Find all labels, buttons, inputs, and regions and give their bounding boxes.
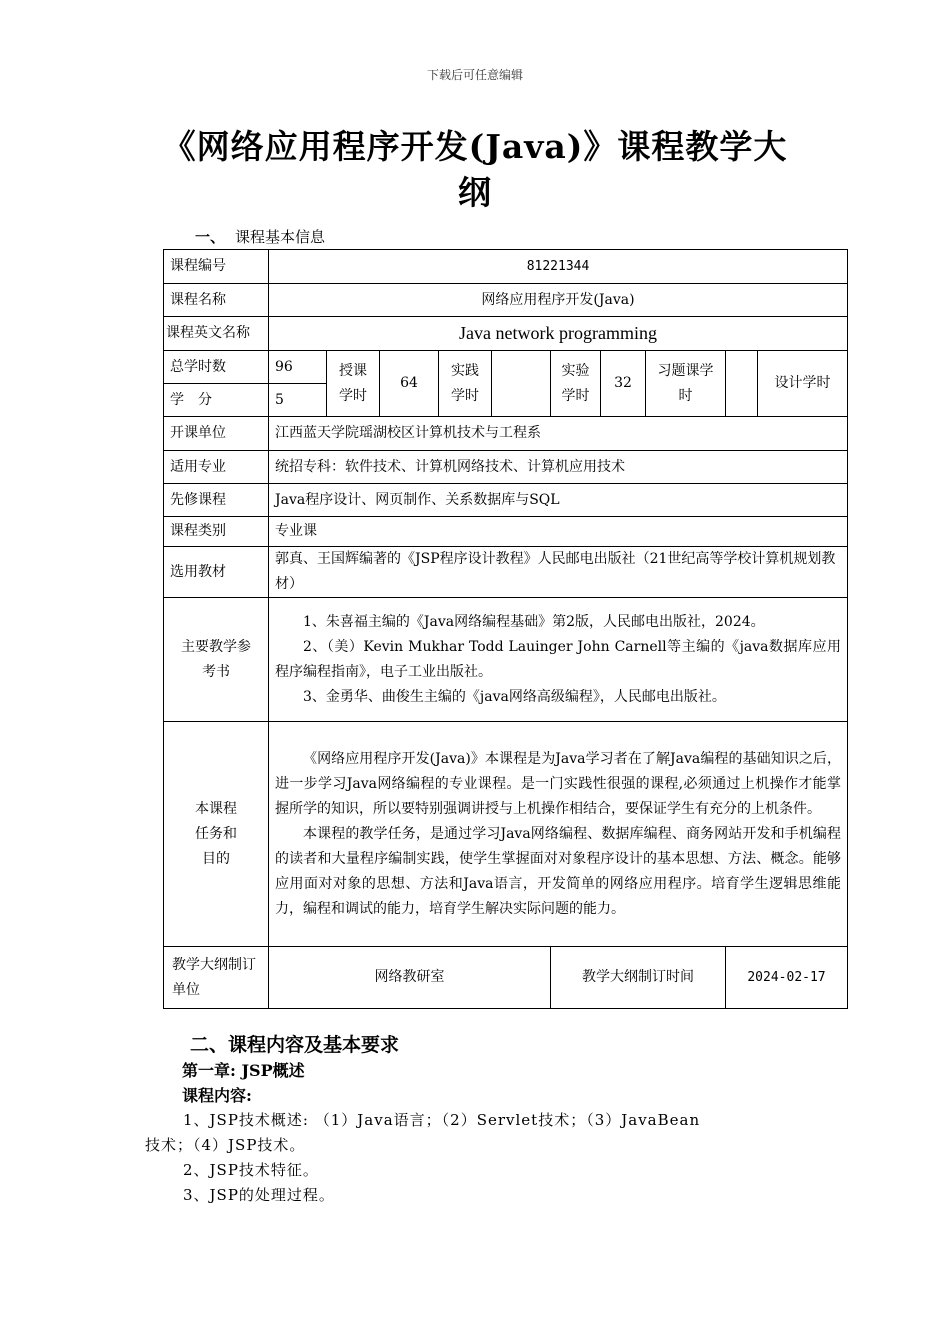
goal-cell xyxy=(269,722,848,947)
ref-item: 1、朱喜福主编的《Java网络编程基础》第2版，人民邮电出版社，2024。 xyxy=(303,613,765,630)
exercise-label: 习题课学 时 xyxy=(646,351,726,417)
lecture-value: 64 xyxy=(380,351,439,417)
lab-value: 32 xyxy=(601,351,646,417)
chapter-heading: 第一章: JSP概述 xyxy=(182,1061,305,1080)
exercise-value xyxy=(726,351,758,417)
lecture-label: 授课学时 xyxy=(327,351,380,417)
name-label: 课程名称 xyxy=(164,284,269,317)
practice-value xyxy=(492,351,551,417)
revise-unit-label: 教学大纲制订单位 xyxy=(164,947,269,1009)
type-value: 专业课 xyxy=(269,517,848,547)
prereq-label: 先修课程 xyxy=(164,484,269,517)
content-line: 2、JSP技术特征。 xyxy=(183,1161,319,1179)
practice-label: 实践学时 xyxy=(439,351,492,417)
textbook-value: 郭真、王国辉编著的《JSP程序设计教程》人民邮电出版社（21世纪高等学校计算机规划教材） xyxy=(269,547,848,598)
major-label: 适用专业 xyxy=(164,451,269,484)
section-number: 一、 xyxy=(195,228,226,246)
hours-value: 96 xyxy=(269,351,327,384)
credit-value: 5 xyxy=(269,384,327,417)
design-label: 设计学时 xyxy=(758,351,848,417)
unit-value: 江西蓝天学院瑶湖校区计算机技术与工程系 xyxy=(269,417,848,451)
revise-time-label: 教学大纲制订时间 xyxy=(551,947,726,1009)
refs-label: 主要教学参考书 xyxy=(164,598,269,722)
ref-item: 2、（美）Kevin Mukhar Todd Lauinger John Carnell等主编的《java数据库应用程序编程指南》，电子工业出版社。 xyxy=(275,638,841,680)
code-value: 81221344 xyxy=(269,250,848,284)
content-line: 3、JSP的处理过程。 xyxy=(183,1186,335,1204)
code-label: 课程编号 xyxy=(164,250,269,284)
content-list xyxy=(145,1108,815,1208)
unit-label: 开课单位 xyxy=(164,417,269,451)
lab-label: 实验学时 xyxy=(551,351,601,417)
content-label: 课程内容: xyxy=(182,1086,252,1105)
ref-item: 3、金勇华、曲俊生主编的《java网络高级编程》，人民邮电出版社。 xyxy=(303,688,726,705)
revise-time-value: 2024-02-17 xyxy=(726,947,848,1009)
section-label: 课程基本信息 xyxy=(235,228,326,246)
goal-paragraph: 本课程的教学任务，是通过学习Java网络编程、数据库编程、商务网站开发和手机编程的读者和大量程序编制实践，使学生掌握面对对象程序设计的基本思想、方法、概念。能够应用面对对象的思想、方法和Java语言，开发简单的网络应用程序。培育学生逻辑思维能力，编程和调试的能力，培育学生解决实际问题的能力。 xyxy=(275,825,841,917)
refs-cell xyxy=(269,598,848,722)
credit-label: 学 分 xyxy=(164,384,269,417)
page-header-note: 下载后可任意编辑 xyxy=(426,68,523,82)
goal-label: 本课程任务和目的 xyxy=(164,722,269,947)
section-heading-basic-info xyxy=(195,226,325,247)
hours-label: 总学时数 xyxy=(164,351,269,384)
content-line: 1、JSP技术概述: （1）Java语言；（2）Servlet技术；（3）JavaBean xyxy=(183,1111,701,1129)
textbook-label: 选用教材 xyxy=(164,547,269,598)
course-info-table xyxy=(163,249,848,1009)
name-value: 网络应用程序开发(Java) xyxy=(269,284,848,317)
prereq-value: Java程序设计、网页制作、关系数据库与SQL xyxy=(269,484,848,517)
document-title: 《网络应用程序开发(Java)》课程教学大纲 xyxy=(162,127,788,212)
content-line: 技术；（4）JSP技术。 xyxy=(145,1136,306,1154)
goal-paragraph: 《网络应用程序开发(Java)》本课程是为Java学习者在了解Java编程的基础知识之后，进一步学习Java网络编程的专业课程。是一门实践性很强的课程,必须通过上机操作才能掌握所学的知识，所以要特别强调讲授与上机操作相结合，要保证学生有充分的上机条件。 xyxy=(275,750,841,817)
section-heading-content: 二、课程内容及基本要求 xyxy=(190,1034,400,1056)
en-value: Java network programming xyxy=(269,317,848,351)
major-value: 统招专科：软件技术、计算机网络技术、计算机应用技术 xyxy=(269,451,848,484)
type-label: 课程类别 xyxy=(164,517,269,547)
revise-unit-value: 网络教研室 xyxy=(269,947,551,1009)
en-label: 课程英文名称 xyxy=(164,317,269,351)
